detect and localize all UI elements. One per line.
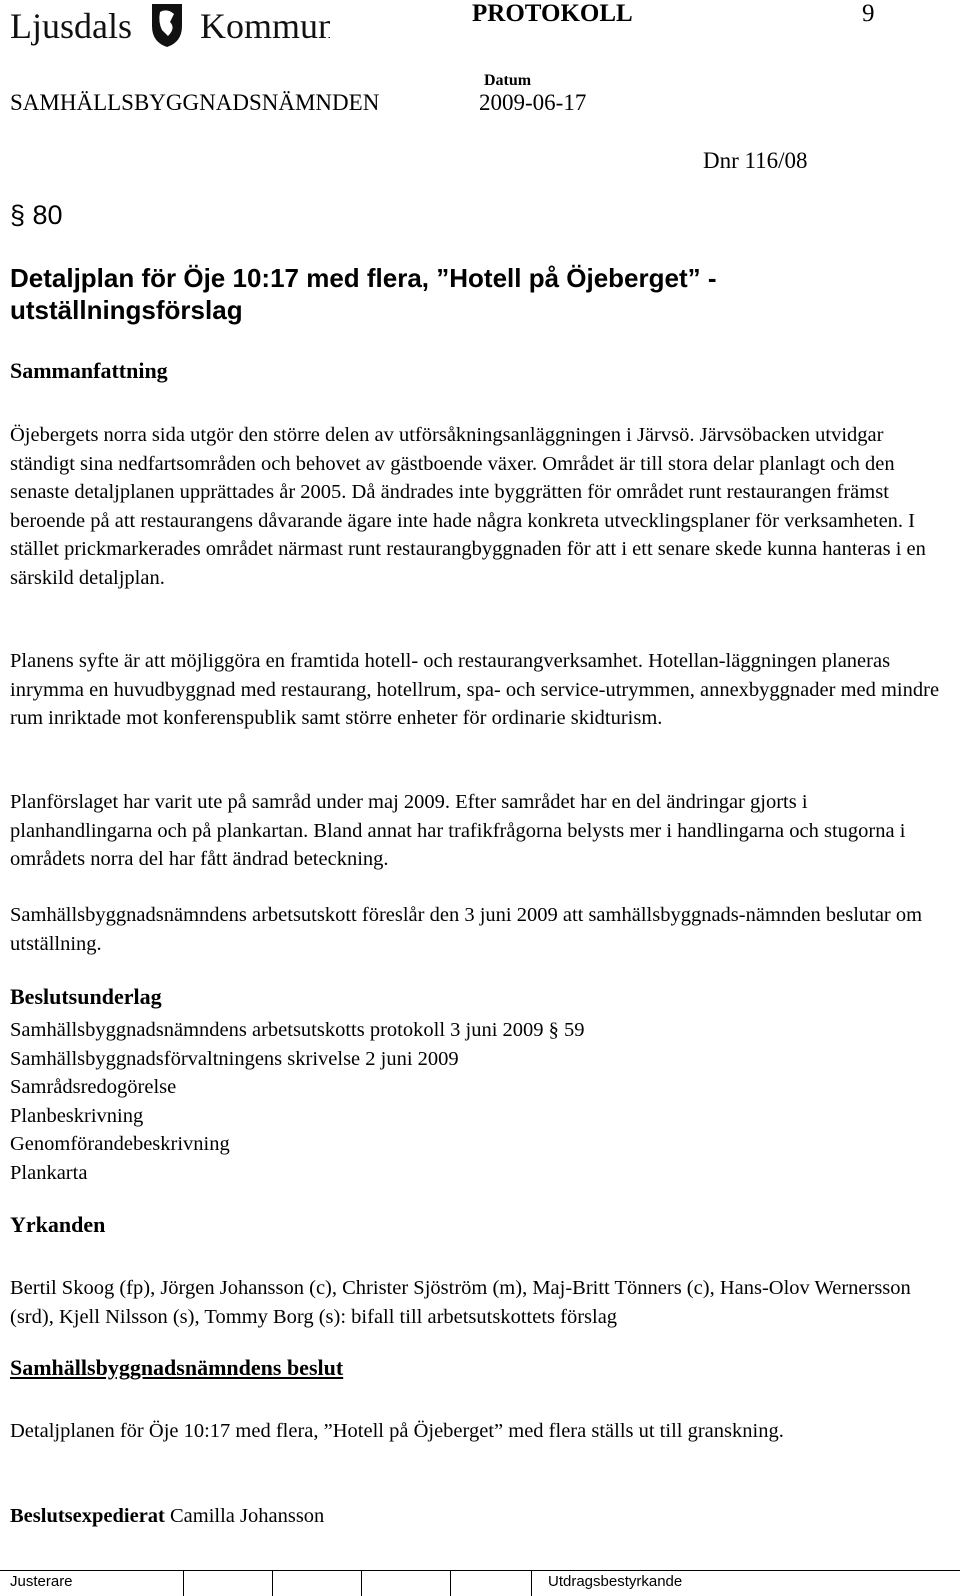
utdrag-label: Utdragsbestyrkande bbox=[548, 1573, 683, 1590]
meeting-date: 2009-06-17 bbox=[479, 90, 587, 115]
justerare-signature-box bbox=[450, 1571, 531, 1596]
summary-paragraph-1: Öjebergets norra sida utgör den större delen av utförsåkningsanläggningen i Järvsö. Järvsöbacken utvidgar ständigt sina nedfartsområden och behovet av gästboende växer. Området är till stora delar planlagt och den senaste detaljplanen upprättades år 2005. Då ändrades inte byggrätten för området runt restaurangen främst beroende på att restaurangens dåvarande ägare inte hade några konkreta utvecklingsplaner för verksamheten. I stället prickmarkerades området närmast runt restaurangbyggnaden för att i ett senare skede kunna hanteras i en särskild detaljplan. bbox=[10, 424, 926, 589]
basis-item: Samhällsbyggnadsnämndens arbetsutskotts protokoll 3 juni 2009 § 59 bbox=[10, 1019, 585, 1041]
claims-text: Bertil Skoog (fp), Jörgen Johansson (c), Christer Sjöström (m), Maj-Britt Tönners (c), Hans-Olov Wernersson (srd), Kjell Nilsson (s), Tommy Borg (s): bifall till arbetsutskottets förslag bbox=[10, 1277, 911, 1328]
diary-number: Dnr 116/08 bbox=[703, 148, 808, 173]
decision-text: Detaljplanen för Öje 10:17 med flera, ”Hotell på Öjeberget” med flera ställs ut till granskning. bbox=[10, 1420, 784, 1442]
basis-item: Genomförandebeskrivning bbox=[10, 1133, 230, 1155]
decision-heading: Samhällsbyggnadsnämndens beslut bbox=[10, 1355, 344, 1380]
dispatch-name: Camilla Johansson bbox=[170, 1505, 325, 1527]
page-title: Detaljplan för Öje 10:17 med flera, ”Hotell på Öjeberget” - utställningsförslag bbox=[10, 263, 717, 325]
summary-paragraph-2: Planens syfte är att möjliggöra en framtida hotell- och restaurangverksamhet. Hotellan-läggningen planeras inrymma en huvudbyggnad med restaurang, hotellrum, spa- och service-utrymmen, annexbyggnader med mindre rum inriktade mot konferenspublik samt större enheter för ordinarie skidturism. bbox=[10, 650, 940, 729]
doc-type: PROTOKOLL bbox=[472, 0, 633, 27]
dispatch-label: Beslutsexpedierat bbox=[10, 1505, 165, 1527]
committee-name: SAMHÄLLSBYGGNADSNÄMNDEN bbox=[10, 90, 380, 115]
justerare-signature-box bbox=[361, 1571, 450, 1596]
crest-icon bbox=[10, 2, 330, 48]
basis-item: Plankarta bbox=[10, 1161, 88, 1184]
justerare-signature-box bbox=[272, 1571, 361, 1596]
date-label: Datum bbox=[484, 72, 532, 89]
basis-heading: Beslutsunderlag bbox=[10, 984, 162, 1009]
summary-paragraph-3: Planförslaget har varit ute på samråd under maj 2009. Efter samrådet har en del ändringar gjorts i planhandlingarna och på plankartan. Bland annat har trafikfrågorna belysts mer i handlingarna och stugorna i områdets norra del har fått ändrad beteckning. bbox=[10, 791, 906, 870]
page-number: 9 bbox=[862, 0, 875, 27]
summary-heading: Sammanfattning bbox=[10, 358, 168, 383]
basis-list bbox=[10, 1016, 950, 1187]
justerare-label: Justerare bbox=[10, 1573, 73, 1590]
justerare-signature-box bbox=[183, 1571, 272, 1596]
logo-text-right: Kommun bbox=[200, 6, 330, 46]
basis-item: Samrådsredogörelse bbox=[10, 1076, 177, 1098]
paragraph-number: § 80 bbox=[10, 200, 63, 230]
basis-item: Planbeskrivning bbox=[10, 1104, 144, 1127]
basis-item: Samhällsbyggnadsförvaltningens skrivelse 2 juni 2009 bbox=[10, 1047, 459, 1070]
dispatch-line bbox=[10, 1502, 950, 1531]
claims-heading: Yrkanden bbox=[10, 1212, 106, 1237]
logo-text-left: Ljusdals bbox=[10, 6, 132, 46]
municipality-logo bbox=[10, 2, 330, 48]
summary-paragraph-4: Samhällsbyggnadsnämndens arbetsutskott föreslår den 3 juni 2009 att samhällsbyggnads-nämnden beslutar om utställning. bbox=[10, 904, 923, 955]
footer-divider bbox=[531, 1571, 542, 1596]
